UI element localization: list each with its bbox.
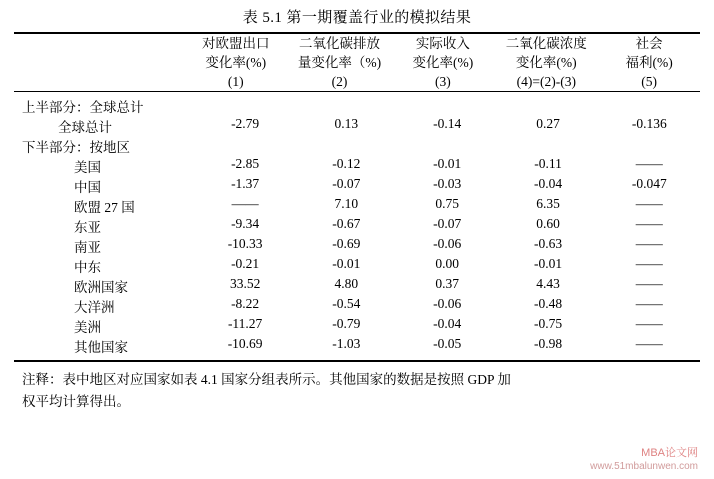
cell-real-income-change: -0.05: [433, 336, 462, 352]
header-line-1: 二氧化碳排放: [298, 36, 380, 51]
cell-real-income-change: -0.07: [433, 216, 462, 232]
header-cell-co2-emission-change: [287, 34, 391, 91]
table-row: [14, 216, 700, 236]
row-label: 下半部分：按地区: [22, 140, 130, 156]
table-row: [14, 336, 700, 356]
header-line-3: (1): [227, 74, 244, 90]
cell-export-change: [194, 136, 295, 156]
cell-co2-concentration-change: -0.01: [534, 256, 563, 272]
table-note: [14, 362, 700, 412]
cell-social-welfare: ——: [635, 196, 663, 212]
cell-social-welfare: ——: [635, 336, 663, 352]
cell-social-welfare: -0.136: [631, 116, 667, 132]
cell-export-change: ——: [231, 196, 259, 212]
table-row: [14, 196, 700, 216]
note-line-1: 注释：表中地区对应国家如表 4.1 国家分组表所示。其他国家的数据是按照 GDP 加: [22, 372, 511, 388]
cell-co2-emission-change: -0.01: [332, 256, 361, 272]
cell-co2-emission-change: -0.12: [332, 156, 361, 172]
cell-real-income-change: [397, 136, 498, 156]
row-label: 欧洲国家: [74, 280, 128, 296]
cell-co2-emission-change: -0.69: [332, 236, 361, 252]
cell-co2-concentration-change: [498, 136, 599, 156]
header-line-3: (2): [331, 74, 348, 90]
watermark: [590, 447, 698, 473]
row-label: 其他国家: [74, 340, 128, 356]
cell-social-welfare: ——: [635, 256, 663, 272]
cell-social-welfare: ——: [635, 236, 663, 252]
row-label: 美国: [74, 160, 101, 176]
cell-real-income-change: -0.04: [433, 316, 462, 332]
cell-export-change: 33.52: [229, 276, 261, 292]
table-header: [14, 34, 700, 91]
table-row: [14, 296, 700, 316]
cell-co2-concentration-change: 6.35: [536, 196, 560, 212]
table-row: [14, 136, 700, 156]
cell-real-income-change: -0.01: [433, 156, 462, 172]
cell-social-welfare: ——: [635, 316, 663, 332]
cell-social-welfare: -0.047: [631, 176, 667, 192]
cell-co2-emission-change: [296, 136, 397, 156]
header-line-2: 变化率(%): [412, 55, 474, 71]
header-line-3: (3): [435, 74, 451, 90]
cell-real-income-change: 0.75: [435, 196, 459, 212]
cell-co2-concentration-change: 4.43: [536, 276, 560, 292]
cell-export-change: -10.33: [227, 236, 263, 252]
cell-co2-emission-change: 4.80: [334, 276, 359, 292]
cell-export-change: -10.69: [227, 336, 263, 352]
header-line-3: (4)=(2)-(3): [516, 74, 576, 90]
cell-co2-emission-change: [296, 96, 397, 116]
cell-social-welfare: ——: [635, 216, 663, 232]
table-title: 表 5.1 第一期覆盖行业的模拟结果: [242, 10, 472, 26]
cell-co2-emission-change: 7.10: [334, 196, 359, 212]
cell-co2-emission-change: -1.03: [332, 336, 361, 352]
cell-co2-concentration-change: [498, 96, 599, 116]
cell-real-income-change: 0.37: [435, 276, 459, 292]
header-line-3: (5): [641, 74, 658, 90]
table-row: [14, 316, 700, 336]
header-line-2: 福利(%): [625, 55, 673, 71]
simulation-results-body: [14, 92, 700, 360]
header-cell-label: [14, 34, 184, 91]
cell-co2-emission-change: -0.79: [332, 316, 361, 332]
row-label: 美洲: [74, 320, 101, 336]
watermark-line-1: MBA论文网: [641, 446, 698, 459]
table-row: [14, 236, 700, 256]
table-row: [14, 256, 700, 276]
cell-social-welfare: ——: [635, 156, 663, 172]
cell-co2-emission-change: -0.67: [332, 216, 361, 232]
header-line-1: 社会: [635, 36, 663, 51]
header-line-1: 二氧化碳浓度: [505, 36, 587, 51]
watermark-line-2: www.51mbalunwen.com: [590, 460, 698, 472]
cell-export-change: -11.27: [227, 316, 263, 332]
row-label: 南亚: [74, 240, 101, 256]
header-line-2: 量变化率（%): [297, 55, 382, 71]
cell-real-income-change: -0.06: [433, 296, 462, 312]
header-line-2: 变化率(%): [515, 55, 577, 71]
cell-co2-concentration-change: 0.60: [536, 216, 560, 232]
cell-social-welfare: ——: [635, 276, 663, 292]
cell-co2-emission-change: -0.07: [332, 176, 361, 192]
cell-export-change: -2.85: [231, 156, 260, 172]
simulation-results-table: [14, 34, 700, 91]
cell-real-income-change: 0.00: [435, 256, 459, 272]
cell-export-change: [194, 96, 295, 116]
cell-real-income-change: [397, 96, 498, 116]
cell-export-change: -2.79: [231, 116, 260, 132]
cell-social-welfare: ——: [635, 296, 663, 312]
row-label: 欧盟 27 国: [74, 200, 135, 216]
header-cell-social-welfare: [598, 34, 700, 91]
cell-real-income-change: -0.03: [433, 176, 462, 192]
cell-social-welfare: [599, 96, 700, 116]
cell-co2-emission-change: 0.13: [334, 116, 359, 132]
cell-co2-concentration-change: 0.27: [536, 116, 560, 132]
cell-co2-concentration-change: -0.04: [534, 176, 563, 192]
row-label: 全球总计: [58, 120, 112, 136]
header-line-2: 变化率(%): [205, 55, 267, 71]
row-label: 中东: [74, 260, 101, 276]
cell-co2-concentration-change: -0.48: [534, 296, 563, 312]
cell-co2-concentration-change: -0.75: [534, 316, 563, 332]
cell-co2-emission-change: -0.54: [332, 296, 361, 312]
header-cell-export-change: [184, 34, 287, 91]
cell-social-welfare: [599, 136, 700, 156]
cell-export-change: -9.34: [231, 216, 260, 232]
table-body: [14, 92, 700, 360]
note-line-2: 权平均计算得出。: [22, 394, 130, 410]
cell-export-change: -8.22: [231, 296, 260, 312]
header-line-1: 实际收入: [415, 36, 470, 51]
cell-export-change: -0.21: [231, 256, 260, 272]
row-label: 中国: [74, 180, 101, 196]
cell-export-change: -1.37: [231, 176, 260, 192]
cell-real-income-change: -0.14: [433, 116, 462, 132]
row-label: 上半部分：全球总计: [22, 100, 144, 116]
header-row: [14, 34, 700, 91]
cell-co2-concentration-change: -0.98: [534, 336, 563, 352]
table-row: [14, 156, 700, 176]
table-row: [14, 176, 700, 196]
table-row: [14, 116, 700, 136]
table-row: [14, 96, 700, 116]
cell-co2-concentration-change: -0.11: [534, 156, 562, 172]
cell-co2-concentration-change: -0.63: [534, 236, 563, 252]
header-cell-co2-concentration-change: [494, 34, 598, 91]
row-label: 东亚: [74, 220, 101, 236]
cell-real-income-change: -0.06: [433, 236, 462, 252]
table-row: [14, 276, 700, 296]
header-line-1: 对欧盟出口: [202, 36, 270, 51]
header-cell-real-income-change: [392, 34, 495, 91]
row-label: 大洋洲: [74, 300, 115, 316]
